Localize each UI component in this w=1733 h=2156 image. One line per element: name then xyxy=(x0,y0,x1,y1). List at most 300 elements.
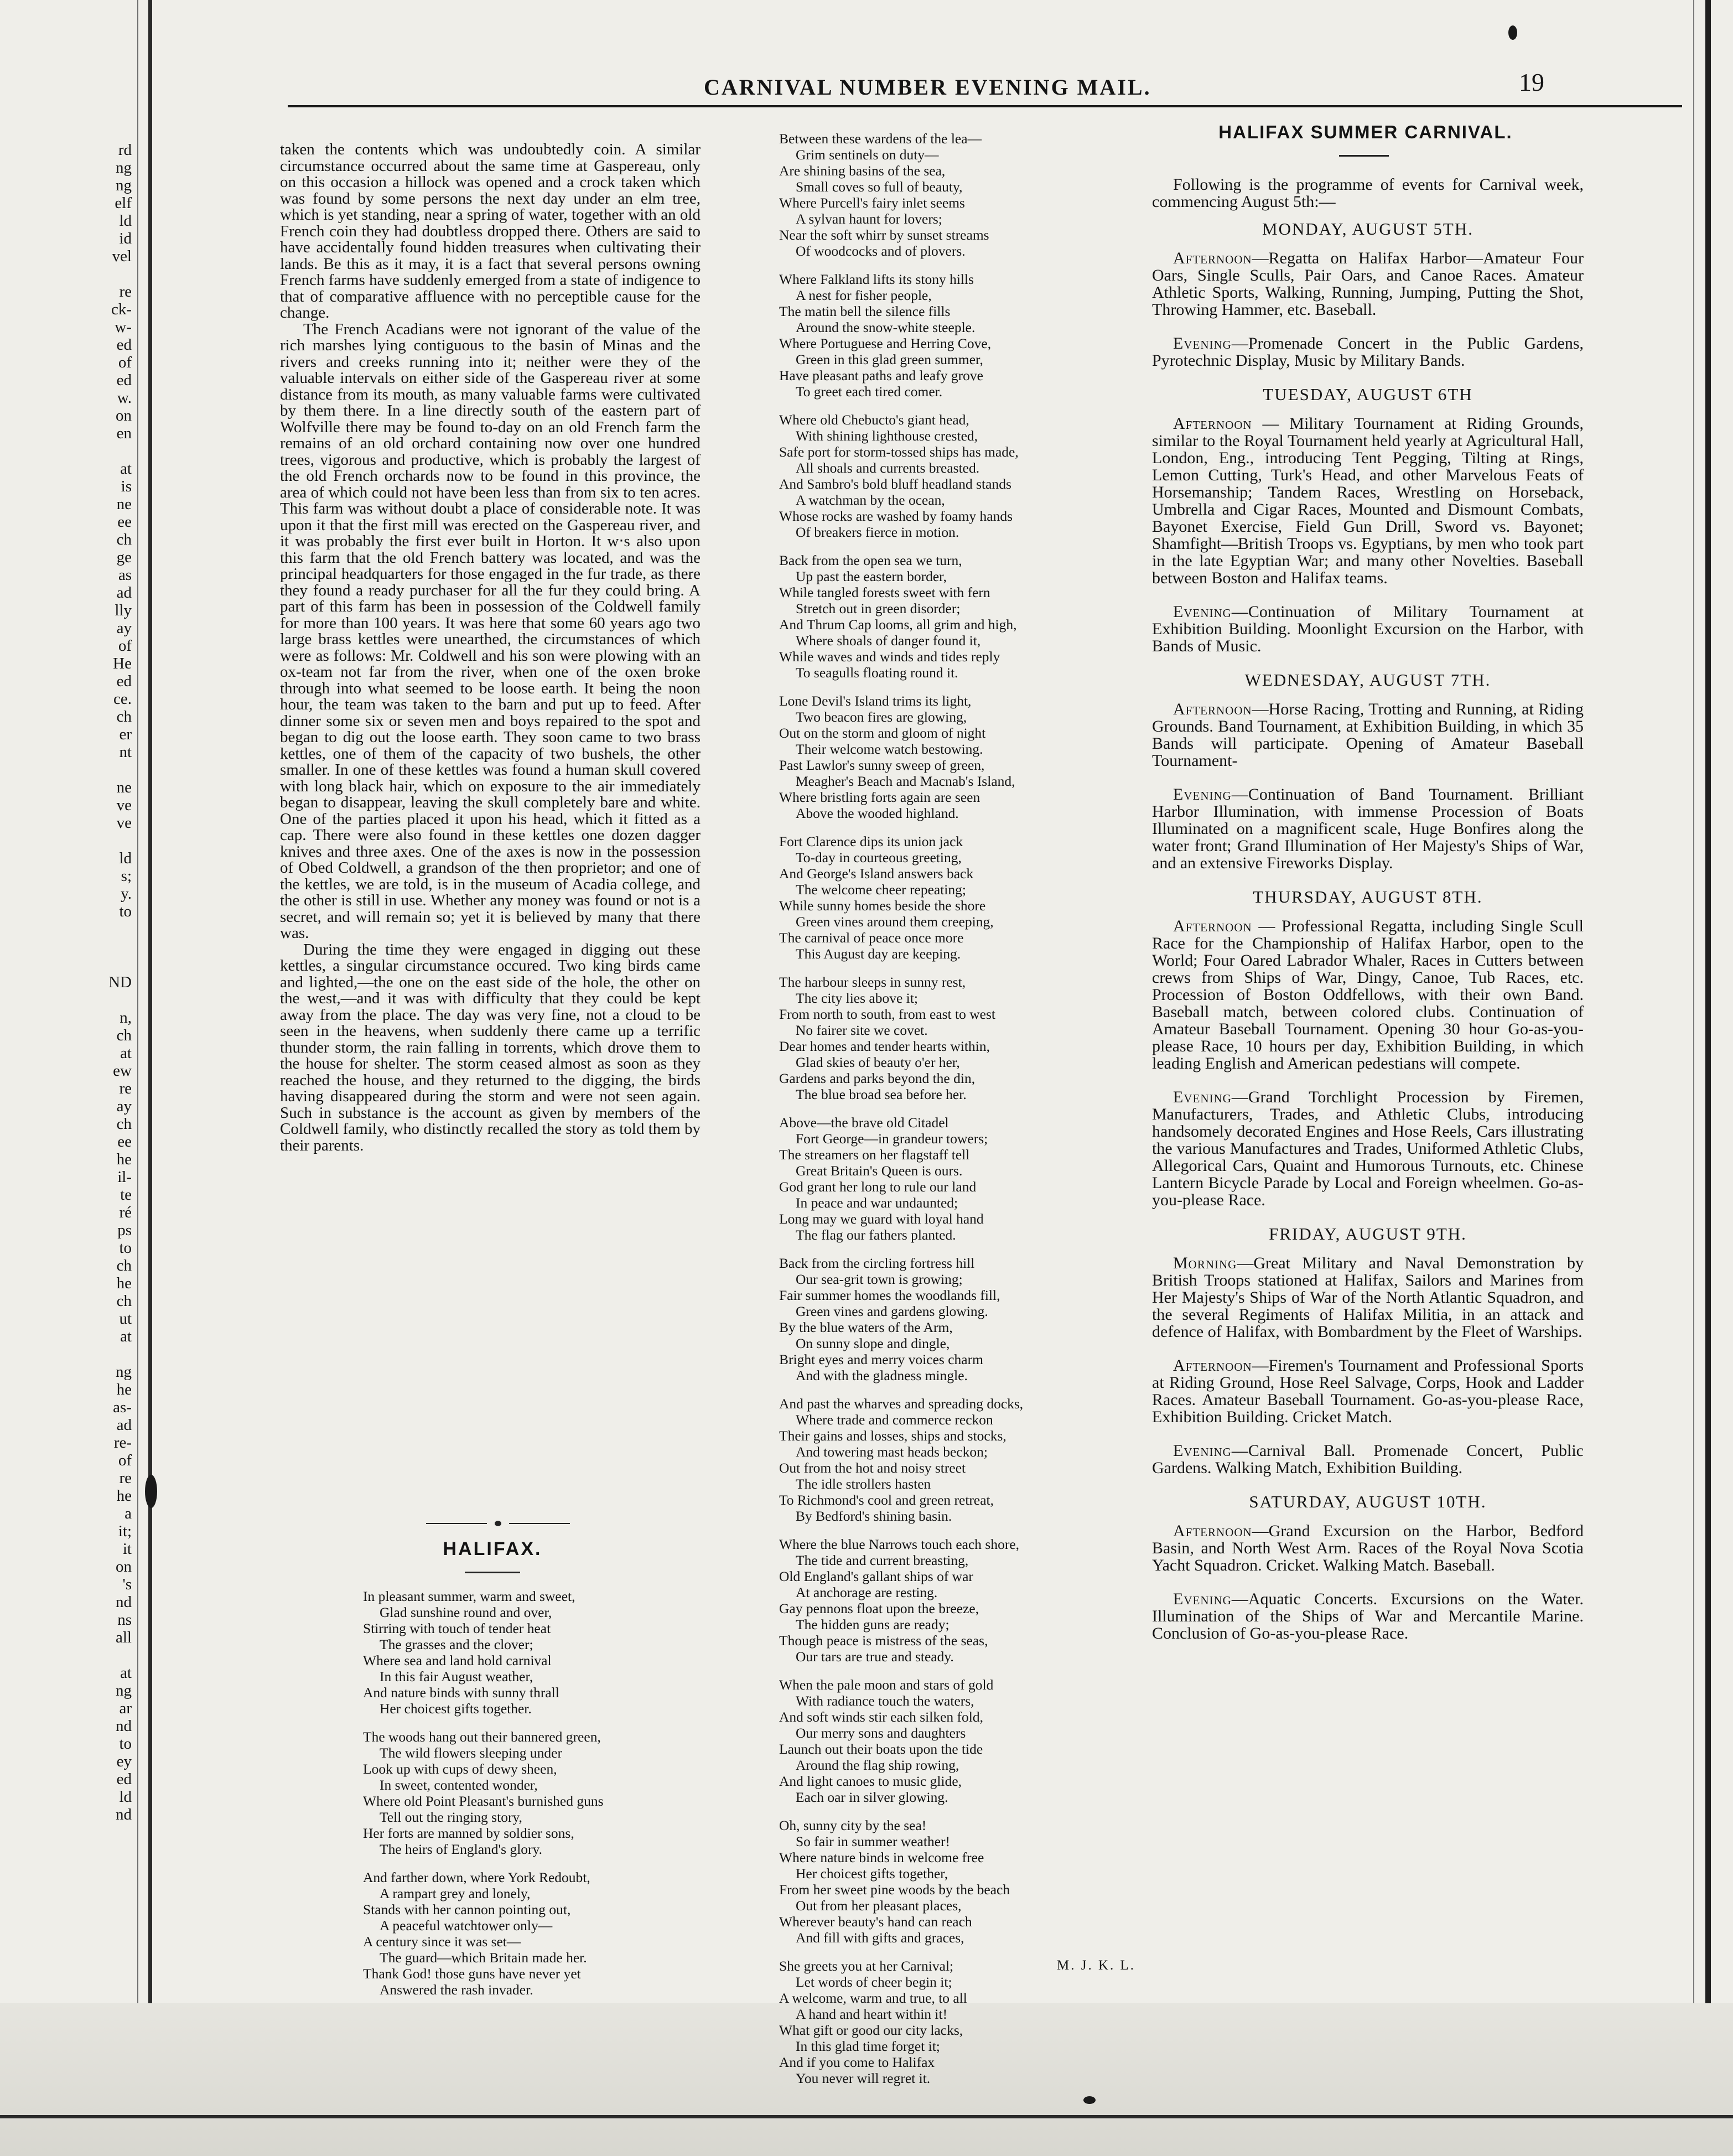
edge-fragment: n, xyxy=(120,1009,132,1027)
page-edge-shadow xyxy=(1693,0,1694,2156)
edge-fragment xyxy=(0,832,132,849)
edge-fragment: re xyxy=(119,1469,132,1487)
event-description: —Continuation of Band Tournament. Brilliant Harbor Illumination, with immense Procession of Boats Illuminated on a magnificent scale, Huge Bonfires along the water front; Grand Illumination of Her Majesty's Ships of War, and an extensive Fireworks Display. xyxy=(1152,785,1584,872)
poem-line: While waves and winds and tides reply xyxy=(779,649,1000,665)
poem-line: When the pale moon and stars of gold xyxy=(779,1677,994,1693)
event-time-label: Evening xyxy=(1173,334,1232,353)
edge-fragment: he xyxy=(116,1274,132,1292)
carnival-day-heading: TUESDAY, AUGUST 6TH xyxy=(1263,385,1473,404)
carnival-event xyxy=(1152,1590,1584,1642)
poem-line: To seagulls floating round it. xyxy=(796,665,958,681)
poem-stanza xyxy=(779,131,1122,259)
edge-fragment: ed xyxy=(116,371,132,389)
poem-part-1 xyxy=(363,1588,706,2010)
poem-line: Where sea and land hold carnival xyxy=(363,1652,552,1668)
edge-fragment: ch xyxy=(116,1257,132,1274)
edge-fragment: ng xyxy=(116,1682,132,1699)
poem-line: Between these wardens of the lea— xyxy=(779,131,982,147)
edge-fragment: ed xyxy=(116,336,132,354)
article-paragraph: The French Acadians were not ignorant of the value of the rich marshes lying contiguous to the basin of Minas and the rivers and creeks running into it; neither were they of the valuable intervals on either side of the Gaspereau river at some distance from its mouth, as many valuable farms were cultivated by them there. In a line directly south of the eastern part of Wolfville there may be found to-day on an old French farm the remains of an old orchard containing now over one hundred trees, vigorous and productive, which is probably the largest of the old French orchards now to be found in this province, the area of which could not have been less than from six to ten acres. This farm was without doubt a place of considerable note. It was upon it that the first mill was erected on the Gaspereau river, and it was probably the first ever built in Horton. It w⋅s also upon this farm that the old French battery was located, and was the principal headquarters for those engaged in the fur trade, as there they found a ready purchaser for all the fur they could bring. A part of this farm has been in possession of the Coldwell family for more than 100 years. It was here that some 60 years ago two large brass kettles were unearthed, the circumstances of which were as follows: Mr. Coldwell and his son were plowing with an ox-team not far from the river, when one of the oxen broke through into what seemed to be loose earth. It being the noon hour, the team was taken to the barn and put up to feed. After dinner some six or seven men and boys repaired to the spot and began to dig out the loose earth. They soon came to two brass kettles, one of them of the capacity of two bushels, the other smaller. In one of these kettles was found a human skull covered with long black hair, which on exposure to the air immediately began to disappear, leaving the skull completely bare and white. One of the parties placed it upon his head, which it fitted as a cap. There were also found in these kettles one dozen dagger knives and three axes. One of the axes is now in the possession of Obed Coldwell, a grandson of the then proprietor; and one of the kettles, we are told, is in the museum of Acadia college, and the other is still in use. Whether any money was found or not is a secret, and will remain so; yet it is believed by many that there was. xyxy=(280,320,701,942)
poem-line: The blue broad sea before her. xyxy=(796,1086,967,1102)
poem-stanza xyxy=(779,833,1122,962)
page-header xyxy=(288,64,1682,114)
edge-fragment: as xyxy=(118,566,132,584)
carnival-event xyxy=(1152,603,1584,655)
poem-line: Stands with her cannon pointing out, xyxy=(363,1901,571,1917)
edge-fragment: ng xyxy=(116,159,132,177)
edge-fragment: ad xyxy=(116,1416,132,1434)
edge-fragment: ch xyxy=(116,1115,132,1133)
poem-line: Past Lawlor's sunny sweep of green, xyxy=(779,757,985,773)
edge-fragment: ay xyxy=(116,1097,132,1115)
edge-fragment: as- xyxy=(113,1398,132,1416)
poem-line: With shining lighthouse crested, xyxy=(796,428,978,444)
edge-fragment: to xyxy=(119,1239,132,1257)
poem-line: Where old Point Pleasant's burnished guns xyxy=(363,1793,604,1809)
edge-fragment: all xyxy=(116,1629,132,1646)
edge-fragment: ee xyxy=(117,1133,132,1150)
poem-line: Up past the eastern border, xyxy=(796,568,947,584)
edge-fragment: w. xyxy=(117,389,132,407)
poem-line: Have pleasant paths and leafy grove xyxy=(779,367,983,383)
carnival-event xyxy=(1152,1442,1584,1476)
poem-line: Around the snow-white steeple. xyxy=(796,319,976,335)
edge-fragment: vel xyxy=(112,247,132,265)
edge-fragment: s; xyxy=(121,867,132,885)
edge-fragment: ng xyxy=(116,177,132,194)
event-time-label: Afternoon xyxy=(1173,700,1252,718)
event-description: —Grand Excursion on the Harbor, Bedford Basin, and North West Arm. Races of the Royal Nova Scotia Yacht Squadron. Cricket. Walking Match. Baseball. xyxy=(1152,1522,1584,1574)
poem-stanza xyxy=(363,1729,706,1857)
poem-signature: M. J. K. L. xyxy=(1057,1958,1136,1973)
edge-fragment xyxy=(0,1646,132,1664)
poem-line: Our sea-grit town is growing; xyxy=(796,1271,963,1287)
carnival-title-rule xyxy=(1339,155,1389,157)
edge-fragment: ve xyxy=(116,814,132,832)
poem-line: Her choicest gifts together. xyxy=(380,1701,532,1717)
edge-fragment: ce. xyxy=(113,690,132,708)
edge-fragment: on xyxy=(116,1558,132,1575)
carnival-event xyxy=(1152,1255,1584,1340)
poem-stanza xyxy=(779,1677,1122,1805)
poem-line: Their gains and losses, ships and stocks, xyxy=(779,1428,1006,1444)
poem-line: Dear homes and tender hearts within, xyxy=(779,1038,990,1054)
edge-fragment: on xyxy=(116,407,132,424)
poem-line: Answered the rash invader. xyxy=(380,1982,533,1998)
edge-fragment xyxy=(0,761,132,779)
poem-stanza xyxy=(779,1115,1122,1243)
event-time-label: Evening xyxy=(1173,785,1232,804)
edge-fragment: re xyxy=(119,283,132,300)
edge-fragment: nd xyxy=(116,1806,132,1823)
page-number: 19 xyxy=(1519,68,1544,96)
poem-line: Where the blue Narrows touch each shore, xyxy=(779,1536,1020,1552)
poem-line: So fair in summer weather! xyxy=(796,1833,950,1849)
edge-fragment xyxy=(0,1345,132,1363)
poem-stanza xyxy=(779,412,1122,540)
poem-line: Wherever beauty's hand can reach xyxy=(779,1914,972,1930)
poem-line: Small coves so full of beauty, xyxy=(796,179,963,195)
poem-line: And Sambro's bold bluff headland stands xyxy=(779,476,1011,492)
page-right-edge xyxy=(1705,0,1711,2156)
poem-line: And George's Island answers back xyxy=(779,865,974,882)
edge-fragment: ND xyxy=(108,973,132,991)
poem-line: Where bristling forts again are seen xyxy=(779,789,980,805)
poem-line: By the blue waters of the Arm, xyxy=(779,1319,953,1335)
poem-line: What gift or good our city lacks, xyxy=(779,2022,963,2038)
poem-line: A century since it was set— xyxy=(363,1934,521,1950)
edge-fragment xyxy=(0,442,132,460)
edge-fragment: ar xyxy=(119,1699,132,1717)
edge-fragment: of xyxy=(118,1452,132,1469)
edge-fragment: ck- xyxy=(111,300,132,318)
edge-fragment: ey xyxy=(116,1753,132,1770)
edge-fragment: er xyxy=(119,725,132,743)
poem-line: Thank God! those guns have never yet xyxy=(363,1966,581,1982)
poem-line: Where Purcell's fairy inlet seems xyxy=(779,195,965,211)
poem-line: Though peace is mistress of the seas, xyxy=(779,1632,988,1649)
event-time-label: Afternoon xyxy=(1173,1356,1252,1375)
poem-line: Our merry sons and daughters xyxy=(796,1725,966,1741)
poem-stanza xyxy=(779,271,1122,400)
poem-line: Our tars are true and steady. xyxy=(796,1649,954,1665)
poem-line: The idle strollers hasten xyxy=(796,1476,931,1492)
edge-fragment: y. xyxy=(121,885,132,903)
edge-fragment: ps xyxy=(117,1221,132,1239)
event-description: —Horse Racing, Trotting and Running, at Riding Grounds. Band Tournament, at Exhibition Building, in which 35 Bands will participate. Opening of Amateur Baseball Tournament- xyxy=(1152,700,1584,770)
poem-line: Her forts are manned by soldier sons, xyxy=(363,1825,574,1841)
article-paragraph: During the time they were engaged in digging out these kettles, a singular circumstance occured. Two king birds came and lighted,—the one on the east side of the hole, the other on the west,—and it was with difficulty that they could be kept away from the place. The day was very fine, not a cloud to be seen in the heavens, when suddenly there came up a terrific thunder storm, the rain falling in torrents, which drove them to the house for shelter. The storm ceased almost as soon as they reached the house, and they returned to the digging, the birds having disappeared during the storm and were not seen again. Such in substance is the account as given by members of the Coldwell family, who distinctly recalled the story as told them by their parents. xyxy=(280,940,701,1154)
poem-line: Out from the hot and noisy street xyxy=(779,1460,966,1476)
poem-line: Where old Chebucto's giant head, xyxy=(779,412,969,428)
poem-line: In this glad time forget it; xyxy=(796,2038,940,2054)
ink-mark xyxy=(145,1475,157,1508)
page-fold-line xyxy=(148,0,152,2156)
edge-fragment: nd xyxy=(116,1717,132,1735)
poem-line: God grant her long to rule our land xyxy=(779,1179,977,1195)
poem-line: A sylvan haunt for lovers; xyxy=(796,211,942,227)
poem-line: The heirs of England's glory. xyxy=(380,1841,542,1857)
edge-fragment: ay xyxy=(116,619,132,637)
event-description: —Grand Torchlight Procession by Firemen, Manufacturers, Trades, and Athletic Clubs, introducing handsomely decorated Engines and Hose Reels, Cars illustrating the various Manufactures and Trades, Uniformed Athletic Clubs, Allegorical Cars, Quaint and Humorous Turnouts, etc. Chinese Lantern Bicycle Parade by Local and Foreign wheelmen. Go-as-you-please Race. xyxy=(1152,1088,1584,1209)
poem-line: While sunny homes beside the shore xyxy=(779,898,986,914)
poem-line: Old England's gallant ships of war xyxy=(779,1568,973,1584)
poem-line: Grim sentinels on duty— xyxy=(796,147,939,163)
edge-fragment: lly xyxy=(115,602,132,619)
event-description: —Aquatic Concerts. Excursions on the Water. Illumination of the Ships of War and Mercantile Marine. Conclusion of Go-as-you-please Race. xyxy=(1152,1590,1584,1642)
poem-line: At anchorage are resting. xyxy=(796,1584,938,1600)
edge-fragment: of xyxy=(118,637,132,655)
event-description: —Regatta on Halifax Harbor—Amateur Four Oars, Single Sculls, Pair Oars, and Canoe Races. Amateur Athletic Sports, Walking, Running, Jumping, Putting the Shot, Throwing Hammer, etc. Baseball. xyxy=(1152,249,1584,319)
poem-line: Fair summer homes the woodlands fill, xyxy=(779,1287,1000,1303)
carnival-event xyxy=(1152,250,1584,318)
carnival-event xyxy=(1152,1522,1584,1574)
poem-line: Green vines around them creeping, xyxy=(796,914,994,930)
edge-fragment: to xyxy=(119,1735,132,1753)
poem-stanza xyxy=(779,1536,1122,1665)
poem-line: And with the gladness mingle. xyxy=(796,1367,968,1383)
poem-line: Each oar in silver glowing. xyxy=(796,1789,948,1805)
edge-fragment: He xyxy=(113,655,132,672)
poem-stanza xyxy=(779,974,1122,1102)
poem-line: No fairer site we covet. xyxy=(796,1022,928,1038)
edge-fragment xyxy=(0,938,132,956)
poem-line: And past the wharves and spreading docks, xyxy=(779,1396,1024,1412)
poem-line: Lone Devil's Island trims its light, xyxy=(779,693,972,709)
carnival-event xyxy=(1152,1089,1584,1209)
edge-fragment: of xyxy=(118,354,132,371)
event-description: — Military Tournament at Riding Grounds, similar to the Royal Tournament held yearly at Agricultural Hall, London, Eng., introducing Tent Pegging, Tilting at Rings, Lemon Cutting, Turk's Head, and other Marvelous Feats of Horsemanship; Tandem Races, Wrestling on Horseback, Umbrella and Cigar Races, Mounted and Dismount Combats, Bayonet Exercise, Field Gun Drill, Sword vs. Bayonet; Shamfight—British Troops vs. Egyptians, by men who took part in the late Egyptian War; and many other Novelties. Baseball between Boston and Halifax teams. xyxy=(1152,414,1584,587)
edge-fragment: it; xyxy=(118,1522,132,1540)
poem-line: Fort George—in grandeur towers; xyxy=(796,1131,988,1147)
poem-stanza xyxy=(779,552,1122,681)
edge-fragment: ed xyxy=(116,1770,132,1788)
poem-line: From north to south, from east to west xyxy=(779,1006,995,1022)
header-rule xyxy=(288,105,1682,107)
poem-line: To greet each tired comer. xyxy=(796,383,943,400)
edge-fragment: he xyxy=(116,1150,132,1168)
article-paragraph: taken the contents which was undoubtedly coin. A similar circumstance occurred about the same time at Gaspereau, only on this occasion a hillock was opened and a crock taken which was found by some persons the next day under an elm tree, which is yet standing, near a spring of water, together with an old French coin they had doubtless dropped there. Others are said to have accidentally found hidden treasures when cultivating their lands. Be this as it may, it is a fact that several persons owning French farms have suddenly emerged from a state of indigence to that of comparative affluence with no perceptible cause for the change. xyxy=(280,141,701,322)
poem-line: And farther down, where York Redoubt, xyxy=(363,1869,590,1885)
edge-fragment: te xyxy=(120,1186,132,1204)
carnival-day-heading: SATURDAY, AUGUST 10TH. xyxy=(1249,1492,1487,1511)
edge-fragment: ld xyxy=(119,212,132,230)
poem-line: A welcome, warm and true, to all xyxy=(779,1990,967,2006)
poem-title-rule xyxy=(465,1572,520,1573)
edge-fragment: it xyxy=(122,1540,132,1558)
carnival-event xyxy=(1152,415,1584,587)
edge-fragment xyxy=(0,956,132,973)
poem-line: All shoals and currents breasted. xyxy=(796,460,980,476)
poem-line: Back from the circling fortress hill xyxy=(779,1255,975,1271)
poem-line: In pleasant summer, warm and sweet, xyxy=(363,1588,575,1604)
carnival-day-heading: WEDNESDAY, AUGUST 7TH. xyxy=(1244,670,1491,690)
poem-line: On sunny slope and dingle, xyxy=(796,1335,950,1351)
event-time-label: Afternoon xyxy=(1173,249,1252,267)
carnival-intro: Following is the programme of events for Carnival week, commencing August 5th:— xyxy=(1152,175,1584,211)
poem-line: Above the wooded highland. xyxy=(796,805,959,821)
event-description: —Continuation of Military Tournament at Exhibition Building. Moonlight Excursion on the Harbor, with Bands of Music. xyxy=(1152,603,1584,655)
carnival-day-heading: THURSDAY, AUGUST 8TH. xyxy=(1253,887,1483,906)
poem-line: A peaceful watchtower only— xyxy=(380,1917,553,1934)
edge-fragment: at xyxy=(120,460,132,478)
poem-line: By Bedford's shining basin. xyxy=(796,1508,952,1524)
carnival-programme xyxy=(1152,176,1584,1659)
event-time-label: Evening xyxy=(1173,1442,1232,1460)
poem-line: The guard—which Britain made her. xyxy=(380,1950,587,1966)
event-time-label: Evening xyxy=(1173,1590,1232,1608)
poem-stanza xyxy=(779,1396,1122,1524)
poem-line: Green vines and gardens glowing. xyxy=(796,1303,988,1319)
carnival-event xyxy=(1152,1357,1584,1426)
poem-line: Launch out their boats upon the tide xyxy=(779,1741,983,1757)
edge-fragment: ns xyxy=(117,1611,132,1629)
poem-line: Meagher's Beach and Macnab's Island, xyxy=(796,773,1015,789)
edge-fragment: en xyxy=(116,424,132,442)
poem-line: The tide and current breasting, xyxy=(796,1552,969,1568)
poem-line: Near the soft whirr by sunset streams xyxy=(779,227,989,243)
poem-line: In this fair August weather, xyxy=(380,1668,533,1685)
poem-line: And nature binds with sunny thrall xyxy=(363,1685,559,1701)
edge-fragment: ne xyxy=(116,779,132,796)
ink-mark xyxy=(1508,25,1517,40)
poem-line: Long may we guard with loyal hand xyxy=(779,1211,984,1227)
poem-title: HALIFAX. xyxy=(443,1538,542,1559)
edge-fragment: ng xyxy=(116,1363,132,1381)
poem-line: Stretch out in green disorder; xyxy=(796,600,961,616)
edge-fragment: id xyxy=(119,230,132,247)
edge-fragment: ew xyxy=(113,1062,132,1080)
edge-fragment: il- xyxy=(117,1168,132,1186)
poem-line: Where nature binds in welcome free xyxy=(779,1849,984,1865)
poem-line: Where trade and commerce reckon xyxy=(796,1412,993,1428)
poem-line: Two beacon fires are glowing, xyxy=(796,709,967,725)
poem-stanza xyxy=(363,1869,706,1998)
poem-line: Out on the storm and gloom of night xyxy=(779,725,986,741)
poem-line: And light canoes to music glide, xyxy=(779,1773,962,1789)
carnival-title: HALIFAX SUMMER CARNIVAL. xyxy=(1218,122,1513,142)
poem-line: The harbour sleeps in sunny rest, xyxy=(779,974,966,990)
poem-line: You never will regret it. xyxy=(796,2070,931,2086)
edge-fragment: ed xyxy=(116,672,132,690)
poem-line: Look up with cups of dewy sheen, xyxy=(363,1761,557,1777)
poem-line: Around the flag ship rowing, xyxy=(796,1757,959,1773)
poem-line: Oh, sunny city by the sea! xyxy=(779,1817,927,1833)
poem-line: A watchman by the ocean, xyxy=(796,492,945,508)
poem-line: The woods hang out their bannered green, xyxy=(363,1729,601,1745)
edge-fragment: ne xyxy=(116,495,132,513)
edge-fragment: he xyxy=(116,1381,132,1398)
poem-line: The carnival of peace once more xyxy=(779,930,964,946)
poem-line: The city lies above it; xyxy=(796,990,918,1006)
poem-line: In sweet, contented wonder, xyxy=(380,1777,538,1793)
edge-fragment: nt xyxy=(119,743,132,761)
edge-fragment: is xyxy=(121,478,132,495)
event-time-label: Afternoon xyxy=(1173,1522,1252,1540)
poem-line: Are shining basins of the sea, xyxy=(779,163,946,179)
poem-line: The flag our fathers planted. xyxy=(796,1227,956,1243)
edge-fragment: rd xyxy=(118,141,132,159)
poem-line: To-day in courteous greeting, xyxy=(796,849,962,865)
poem-line: Stirring with touch of tender heat xyxy=(363,1620,551,1636)
newspaper-title: CARNIVAL NUMBER EVENING MAIL. xyxy=(704,75,1151,100)
edge-fragment: ld xyxy=(119,1788,132,1806)
poem-line: She greets you at her Carnival; xyxy=(779,1958,954,1974)
poem-line: A rampart grey and lonely, xyxy=(380,1885,531,1901)
edge-fragment: at xyxy=(120,1328,132,1345)
edge-fragment: at xyxy=(120,1044,132,1062)
poem-line: Where Falkland lifts its stony hills xyxy=(779,271,974,287)
poem-line: Of breakers fierce in motion. xyxy=(796,524,959,540)
poem-line: The hidden guns are ready; xyxy=(796,1616,949,1632)
poem-line: And towering mast heads beckon; xyxy=(796,1444,988,1460)
carnival-event xyxy=(1152,701,1584,769)
poem-line: Bright eyes and merry voices charm xyxy=(779,1351,983,1367)
poem-line: The matin bell the silence fills xyxy=(779,303,951,319)
edge-fragment xyxy=(0,991,132,1009)
edge-fragment: ut xyxy=(119,1310,132,1328)
poem-line: Safe port for storm-tossed ships has made, xyxy=(779,444,1019,460)
poem-line: Out from her pleasant places, xyxy=(796,1898,962,1914)
poem-line: Glad skies of beauty o'er her, xyxy=(796,1054,960,1070)
carnival-day-heading: MONDAY, AUGUST 5TH. xyxy=(1262,219,1473,239)
poem-line: The grasses and the clover; xyxy=(380,1636,533,1652)
poem-line: Whose rocks are washed by foamy hands xyxy=(779,508,1013,524)
poem-line: And fill with gifts and graces, xyxy=(796,1930,964,1946)
edge-fragment: w- xyxy=(115,318,132,336)
edge-fragment: ch xyxy=(116,1292,132,1310)
edge-fragment: at xyxy=(120,1664,132,1682)
event-time-label: Afternoon xyxy=(1173,414,1252,433)
edge-fragment: ad xyxy=(116,584,132,602)
poem-part-2 xyxy=(779,131,1122,2098)
poem-line: Tell out the ringing story, xyxy=(380,1809,522,1825)
poem-line: Gay pennons float upon the breeze, xyxy=(779,1600,979,1616)
edge-fragment xyxy=(0,920,132,938)
event-description: —Promenade Concert in the Public Gardens, Pyrotechnic Display, Music by Military Bands. xyxy=(1152,334,1584,370)
event-description: —Carnival Ball. Promenade Concert, Public Gardens. Walking Match, Exhibition Building. xyxy=(1152,1442,1584,1477)
event-time-label: Morning xyxy=(1173,1254,1237,1272)
edge-fragment: ee xyxy=(117,513,132,531)
edge-fragment: ld xyxy=(119,849,132,867)
edge-fragment: nd xyxy=(116,1593,132,1611)
poem-line: A nest for fisher people, xyxy=(796,287,932,303)
event-description: —Great Military and Naval Demonstration by British Troops stationed at Halifax, Sailors and Marines from Her Majesty's Ships of War of the North Atlantic Squadron, and the several Regiments of Halifax Militia, in an attack and defence of Halifax, with Bombardment by the Fleet of Warships. xyxy=(1152,1254,1584,1341)
poem-stanza xyxy=(779,1817,1122,1946)
edge-fragment: re xyxy=(119,1080,132,1097)
edge-fragment: ch xyxy=(116,708,132,725)
poem-stanza xyxy=(779,1958,1122,2086)
poem-stanza xyxy=(363,1588,706,1717)
carnival-event xyxy=(1152,335,1584,369)
event-description: — Professional Regatta, including Single Scull Race for the Championship of Halifax Harbor, open to the World; Four Oared Labrador Whaler, Races in Cutters between crews from Ships of War, Dingy, Canoe, Tub Races, etc. Procession of Boston Oddfellows, with their own Band. Baseball match, between colored clubs. Continuation of Amateur Baseball Tournament. Opening 30 hour Go-as-you-please Race, 10 hours per day, Exhibition Building, in which leading English and American pedestians will compete. xyxy=(1152,917,1584,1072)
poem-line: And Thrum Cap looms, all grim and high, xyxy=(779,616,1017,633)
poem-line: Above—the brave old Citadel xyxy=(779,1115,949,1131)
edge-fragment: ve xyxy=(116,796,132,814)
poem-line: Where Portuguese and Herring Cove, xyxy=(779,335,992,351)
poem-line: Where shoals of danger found it, xyxy=(796,633,981,649)
section-ornament xyxy=(426,1521,570,1526)
event-time-label: Evening xyxy=(1173,603,1232,621)
edge-fragment: to xyxy=(119,903,132,920)
event-description: —Firemen's Tournament and Professional Sports at Riding Ground, Hose Reel Salvage, Corps, Hook and Ladder Races. Amateur Baseball Tournament. Go-as-you-please Race, Exhibition Building. Cricket Match. xyxy=(1152,1356,1584,1426)
poem-line: From her sweet pine woods by the beach xyxy=(779,1882,1010,1898)
poem-line: And soft winds stir each silken fold, xyxy=(779,1709,983,1725)
poem-line: In peace and war undaunted; xyxy=(796,1195,958,1211)
article-column xyxy=(280,142,701,1154)
carnival-event xyxy=(1152,918,1584,1072)
poem-line: Let words of cheer begin it; xyxy=(796,1974,952,1990)
poem-stanza xyxy=(779,693,1122,821)
edge-fragment: ge xyxy=(116,548,132,566)
poem-line: The wild flowers sleeping under xyxy=(380,1745,562,1761)
poem-line: Glad sunshine round and over, xyxy=(380,1604,552,1620)
edge-fragment: elf xyxy=(115,194,132,212)
page-bottom-rule xyxy=(0,2115,1733,2118)
poem-stanza xyxy=(779,1255,1122,1383)
poem-line: Green in this glad green summer, xyxy=(796,351,983,367)
edge-fragment: ré xyxy=(119,1204,132,1221)
poem-line: With radiance touch the waters, xyxy=(796,1693,974,1709)
poem-line: This August day are keeping. xyxy=(796,946,961,962)
poem-line: Back from the open sea we turn, xyxy=(779,552,962,568)
poem-line: Gardens and parks beyond the din, xyxy=(779,1070,976,1086)
poem-line: To Richmond's cool and green retreat, xyxy=(779,1492,994,1508)
edge-fragment: re- xyxy=(113,1434,132,1452)
edge-fragment xyxy=(0,265,132,283)
page-fold-shadow xyxy=(137,0,138,2156)
carnival-day-heading: FRIDAY, AUGUST 9TH. xyxy=(1269,1224,1467,1243)
